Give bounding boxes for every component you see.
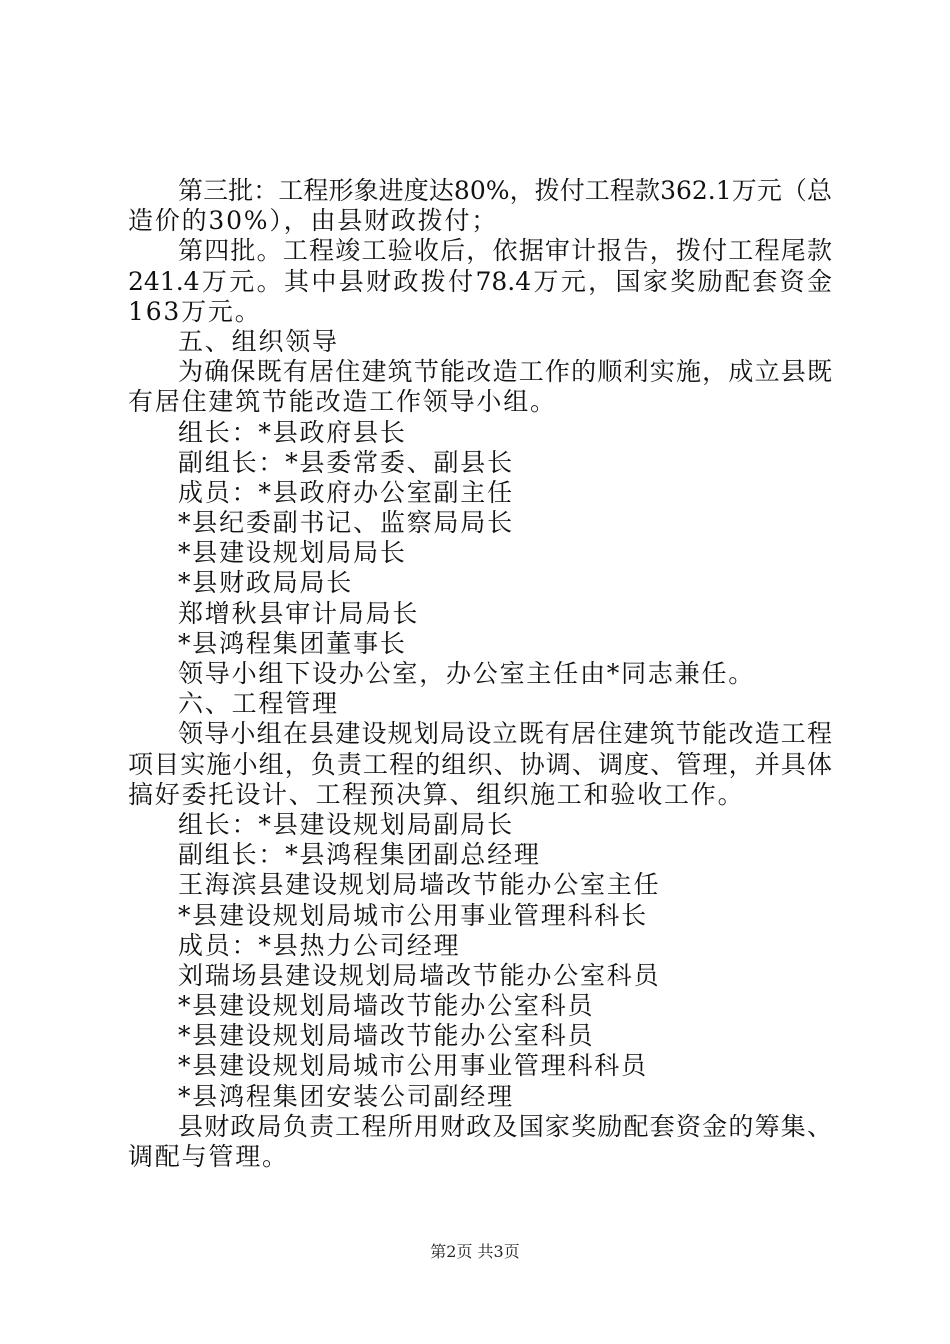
list-item: 组长：*县政府县长 xyxy=(178,417,407,447)
paragraph-line: 领导小组下设办公室，办公室主任由*同志兼任。 xyxy=(178,659,756,688)
list-item: 副组长：*县委常委、副县长 xyxy=(178,447,514,477)
list-item: *县建设规划局墙改节能办公室科员 xyxy=(178,1021,595,1051)
paragraph-line: 有居住建筑节能改造工作领导小组。 xyxy=(128,387,557,417)
list-item: *县鸿程集团安装公司副经理 xyxy=(178,1081,514,1111)
list-item: *县纪委副书记、监察局局长 xyxy=(178,508,514,538)
paragraph-line: 搞好委托设计、工程预决算、组织施工和验收工作。 xyxy=(128,779,745,809)
paragraph-line: 调配与管理。 xyxy=(128,1142,289,1171)
list-item: *县建设规划局城市公用事业管理科科员 xyxy=(178,1051,648,1081)
list-item: *县建设规划局局长 xyxy=(178,538,407,568)
section-heading: 六、工程管理 xyxy=(178,689,339,719)
paragraph-line: 第四批。工程竣工验收后，依据审计报告，拨付工程尾款 xyxy=(178,236,832,266)
paragraph-line: 造价的30%），由县财政拨付； xyxy=(128,206,499,236)
list-item: *县鸿程集团董事长 xyxy=(178,628,407,658)
page-footer xyxy=(0,1242,950,1262)
paragraph-line: 第三批：工程形象进度达80%，拨付工程款362.1万元（总 xyxy=(178,176,832,205)
list-item: 副组长：*县鸿程集团副总经理 xyxy=(178,840,541,870)
list-item: *县建设规划局城市公用事业管理科科长 xyxy=(178,900,648,930)
paragraph-line: 163万元。 xyxy=(128,296,262,326)
page-number: 第2页 共3页 xyxy=(430,1242,520,1261)
paragraph-line: 241.4万元。其中县财政拨付78.4万元，国家奖励配套资金 xyxy=(128,266,832,296)
section-heading: 五、组织领导 xyxy=(178,326,339,356)
list-item: 组长：*县建设规划局副局长 xyxy=(178,809,514,839)
document-body xyxy=(128,176,832,1172)
list-item: 王海滨县建设规划局墙改节能办公室主任 xyxy=(178,870,661,900)
paragraph-line: 项目实施小组，负责工程的组织、协调、调度、管理，并具体 xyxy=(128,749,832,779)
paragraph-line: 为确保既有居住建筑节能改造工作的顺利实施，成立县既 xyxy=(178,357,832,387)
paragraph-line: 县财政局负责工程所用财政及国家奖励配套资金的筹集、 xyxy=(178,1111,832,1141)
list-item: 郑增秋县审计局局长 xyxy=(178,598,420,628)
list-item: *县财政局局长 xyxy=(178,568,354,598)
paragraph-line: 领导小组在县建设规划局设立既有居住建筑节能改造工程 xyxy=(178,719,832,749)
list-item: *县建设规划局墙改节能办公室科员 xyxy=(178,991,595,1021)
list-item: 成员：*县热力公司经理 xyxy=(178,930,461,960)
list-item: 成员：*县政府办公室副主任 xyxy=(178,477,514,507)
list-item: 刘瑞场县建设规划局墙改节能办公室科员 xyxy=(178,960,661,990)
